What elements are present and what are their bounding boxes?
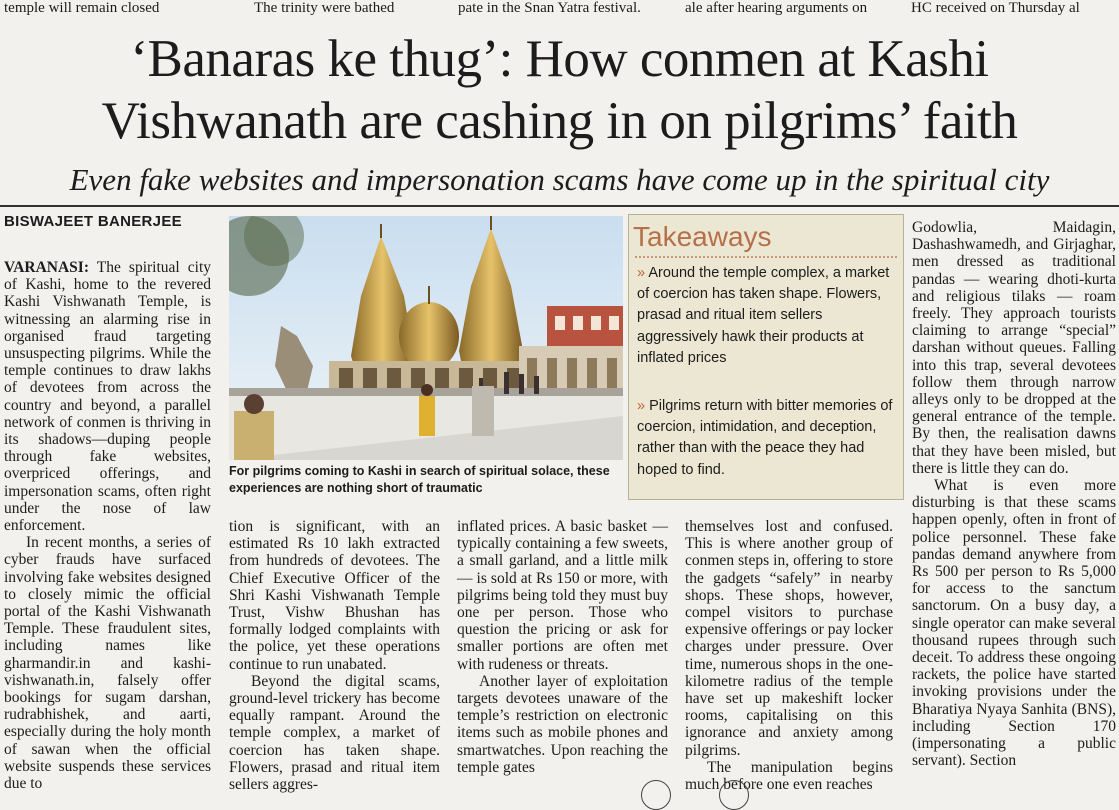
deck: Even fake websites and impersonation scams have come up in the spiritual city bbox=[69, 162, 1050, 197]
zoom-in-icon[interactable] bbox=[641, 780, 671, 810]
col2-paragraph-1: tion is significant, with an estimated Rs 10 lakh extracted from hundreds of devotees. The Chief Executive Officer of the Shri Kashi Vishwanath Temple Trust, Vishw Bhushan has formally lodged complaints with the police, yet these operations continue to run unabated. bbox=[229, 518, 440, 673]
col4-paragraph-2: The manipulation begins much before one even reaches bbox=[685, 758, 893, 794]
takeaways-title: Takeaways bbox=[633, 221, 772, 252]
takeaways-divider bbox=[635, 256, 897, 258]
col3-paragraph-1: inflated prices. A basic basket — typically containing a few sweets, a small garland, and a little milk — is sold at Rs 150 or more, with pilgrims being told they must buy one per person. Those who question the pricing or ask for smaller portions are often met with rudeness or threats. bbox=[457, 518, 668, 673]
article-column-3 bbox=[457, 518, 668, 776]
article-column-4 bbox=[685, 518, 893, 793]
takeaway-item-2 bbox=[637, 396, 899, 481]
strip-text-2: The trinity were bathed bbox=[254, 0, 395, 16]
col4-paragraph-1: themselves lost and confused. This is where another group of conmen steps in, offering to store the gadgets “safely” in nearby shops. These shops, however, compel visitors to purchase expensive offerings or pay locker charges under pressure. Over time, numerous shops in the one-kilometre radius of the temple have set up makeshift locker rooms, capitalising on this ignorance and anxiety among pilgrims. bbox=[685, 518, 893, 759]
col3-paragraph-2: Another layer of exploitation targets devotees unaware of the temple’s restriction on electronic items such as mobile phones and smartwatches. Upon reaching the temple gates bbox=[457, 672, 668, 776]
dateline: VARANASI: bbox=[4, 259, 89, 276]
col1-paragraph-1: The spiritual city of Kashi, home to the revered Kashi Vishwanath Temple, is witnessing an alarming rise in organised fraud targeting unsuspecting pilgrims. While the temple continues to draw lakhs of devotees from across the country and beyond, a parallel network of conmen is thriving in its shadows—duping people through fake websites, overpriced offerings, and impersonation scams, often right under the nose of law enforcement. bbox=[4, 259, 211, 535]
headline-line-2: Vishwanath are cashing in on pilgrims’ faith bbox=[101, 92, 1018, 150]
takeaways-box bbox=[628, 214, 904, 500]
headline-line-1: ‘Banaras ke thug’: How conmen at Kashi bbox=[130, 30, 989, 88]
bullet-icon: » bbox=[637, 398, 646, 414]
temple-photo bbox=[229, 216, 623, 460]
takeaway-text-2: Pilgrims return with bitter memories of coercion, intimidation, and deception, rather than with the peace they had hoped to find. bbox=[637, 398, 893, 478]
article-column-2 bbox=[229, 518, 440, 793]
takeaway-text-1: Around the temple complex, a market of coercion has taken shape. Flowers, prasad and ritual item sellers aggressively hawk their products at inflated prices bbox=[637, 265, 890, 366]
temple-illustration bbox=[229, 216, 623, 460]
col1-paragraph-2: In recent months, a series of cyber frauds have surfaced involving fake websites designed to closely mimic the official portal of the Kashi Vishwanath Temple. These fraudulent sites, including names like gharmandir.in and kashi-vishwanath.in, falsely offer bookings for sugam darshan, rudrabhishek, and aarti, especially during the holy month of sawan when the official website suspends these services due to bbox=[4, 534, 211, 793]
zoom-out-icon[interactable] bbox=[719, 780, 749, 810]
strip-text-5: HC received on Thursday al bbox=[911, 0, 1080, 16]
col5-paragraph-2: What is even more disturbing is that these scams happen openly, often in front of police personnel. These fake pandas demand anywhere from Rs 500 per person to Rs 5,000 for access to the sanctum sanctorum. On a busy day, a single operator can make several thousand rupees through such deceit. To address these ongoing rackets, the police have started invoking provisions under the Bharatiya Nyaya Sanhita (BNS), including Section 170 (impersonating a public servant). Section bbox=[912, 477, 1116, 770]
strip-text-4: ale after hearing arguments on bbox=[685, 0, 868, 16]
col2-paragraph-2: Beyond the digital scams, ground-level trickery has become equally rampant. Around the temple complex, a market of coercion has taken shape. Flowers, prasad and ritual item sellers aggres- bbox=[229, 672, 440, 794]
divider-rule bbox=[0, 205, 1119, 207]
top-story-strip bbox=[0, 0, 1119, 20]
article-column-5 bbox=[912, 219, 1116, 770]
col5-paragraph-1: Godowlia, Maidagin, Dashashwamedh, and Girjaghar, men dressed as traditional pandas — wearing dhoti-kurta and religious tilaks — roam freely. They approach tourists claiming to arrange “special” darshan without queues. Falling into this trap, several devotees follow them through narrow alleys only to be dropped at the general entrance of the temple. By then, the realisation dawns that they have been misled, but there is little they can do. bbox=[912, 219, 1116, 477]
photo-caption: For pilgrims coming to Kashi in search of spiritual solace, these experiences are nothing short of traumatic bbox=[229, 464, 610, 495]
strip-text-1: temple will remain closed bbox=[4, 0, 160, 16]
article-column-1 bbox=[4, 259, 211, 792]
bullet-icon: » bbox=[637, 265, 646, 281]
byline: BISWAJEET BANERJEE bbox=[4, 213, 182, 230]
strip-text-3: pate in the Snan Yatra festival. bbox=[458, 0, 641, 16]
takeaway-item-1 bbox=[637, 263, 899, 369]
